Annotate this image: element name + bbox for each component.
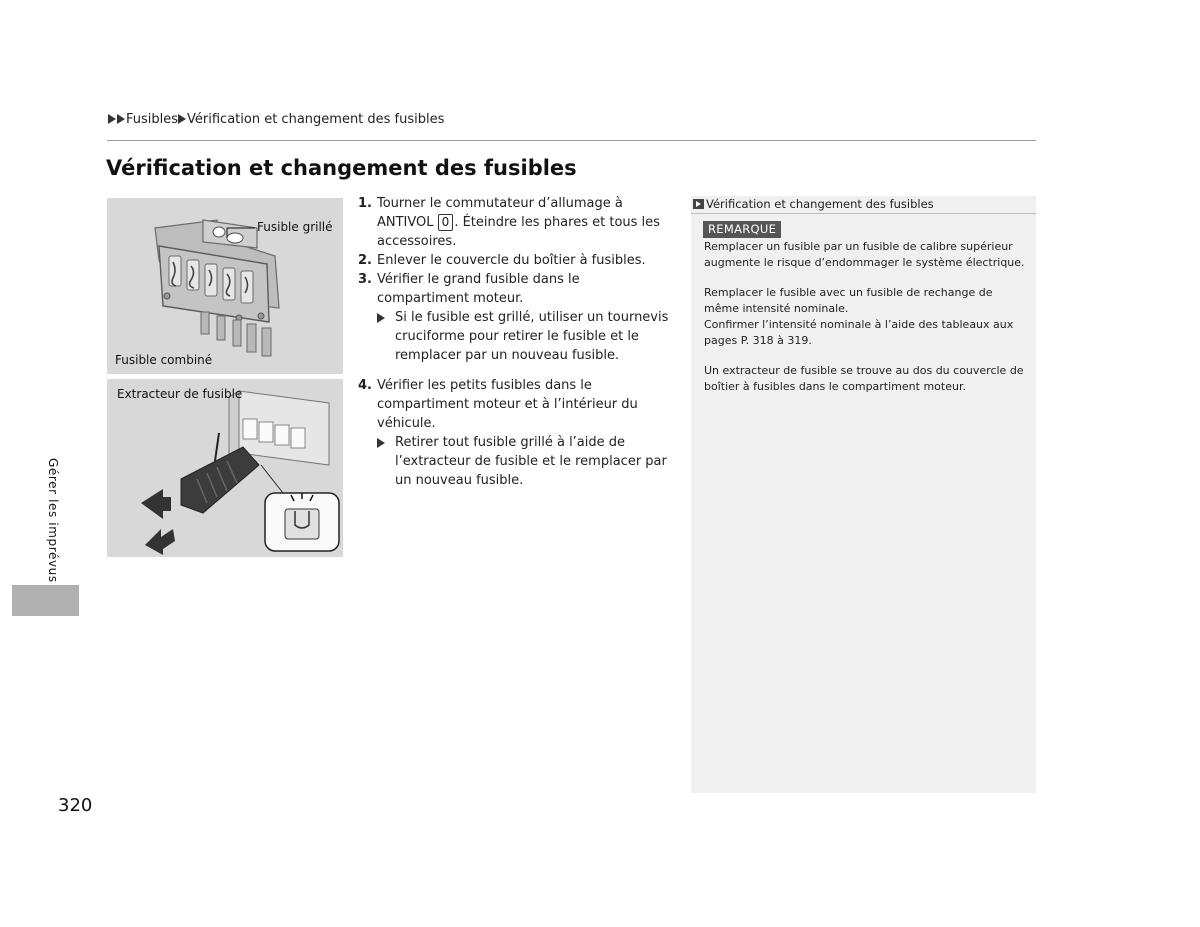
header-rule <box>107 140 1036 141</box>
step-2 <box>358 251 670 270</box>
label-combined-fuse: Fusible combiné <box>115 353 213 367</box>
reference-arrow-icon <box>693 199 704 209</box>
step-text: Enlever le couvercle du boîtier à fusibles. <box>377 253 646 268</box>
substep-text: Si le fusible est grillé, utiliser un tournevis cruciforme pour retirer le fusible et le remplacer par un nouveau fusible. <box>395 310 669 363</box>
breadcrumb-arrow-icon <box>117 114 125 124</box>
fuse-puller-illustration <box>107 379 343 557</box>
breadcrumb-current: Vérification et changement des fusibles <box>187 112 445 127</box>
step-text: Vérifier le grand fusible dans le compartiment moteur. <box>377 272 580 306</box>
note-paragraph: Remplacer le fusible avec un fusible de rechange de même intensité nominale. <box>704 286 993 315</box>
chapter-tab-label: Gérer les imprévus <box>46 458 60 583</box>
step-number: 2. <box>358 253 372 268</box>
step-3 <box>358 270 670 308</box>
step-4-substep <box>358 433 670 490</box>
step-number: 1. <box>358 196 372 211</box>
substep-arrow-icon <box>377 313 385 323</box>
breadcrumb <box>108 112 444 127</box>
figure-fuse-puller <box>107 379 343 557</box>
page-title: Vérification et changement des fusibles <box>106 156 577 180</box>
step-number: 3. <box>358 272 372 287</box>
substep-text: Retirer tout fusible grillé à l’aide de l’extracteur de fusible et le remplacer par un nouveau fusible. <box>395 435 667 488</box>
step-1 <box>358 194 670 251</box>
step-text: Vérifier les petits fusibles dans le compartiment moteur et à l’intérieur du véhicule. <box>377 378 638 431</box>
breadcrumb-arrow-icon <box>108 114 116 124</box>
label-blown-fuse: Fusible grillé <box>257 220 333 234</box>
figure-fuse-box <box>107 198 343 374</box>
breadcrumb-arrow-icon <box>178 114 186 124</box>
page-number: 320 <box>58 795 93 816</box>
ignition-position-key: 0 <box>438 214 454 231</box>
substep-arrow-icon <box>377 438 385 448</box>
step-number: 4. <box>358 378 372 393</box>
step-text: Tourner le commutateur d’allumage à ANTIVOL <box>377 196 623 230</box>
steps-group-2 <box>358 376 670 490</box>
breadcrumb-parent[interactable]: Fusibles <box>126 112 179 127</box>
step-text: . Éteindre les phares et tous les accessoires. <box>377 215 660 249</box>
step-4 <box>358 376 670 433</box>
step-3-substep <box>358 308 670 365</box>
note-paragraph: Un extracteur de fusible se trouve au dos du couvercle de boîtier à fusibles dans le compartiment moteur. <box>704 364 1024 393</box>
note-paragraph[interactable]: Confirmer l’intensité nominale à l’aide des tableaux aux pages P. 318 à 319. <box>704 318 1014 347</box>
note-heading <box>691 196 1036 214</box>
note-heading-text[interactable]: Vérification et changement des fusibles <box>706 197 934 211</box>
notice-badge: REMARQUE <box>703 221 781 238</box>
note-panel <box>691 196 1036 793</box>
note-paragraph: Remplacer un fusible par un fusible de calibre supérieur augmente le risque d’endommager le système électrique. <box>704 240 1025 269</box>
steps-group-1 <box>358 194 670 365</box>
label-fuse-puller: Extracteur de fusible <box>117 387 243 401</box>
chapter-tab[interactable] <box>12 585 79 616</box>
note-body <box>704 239 1029 409</box>
